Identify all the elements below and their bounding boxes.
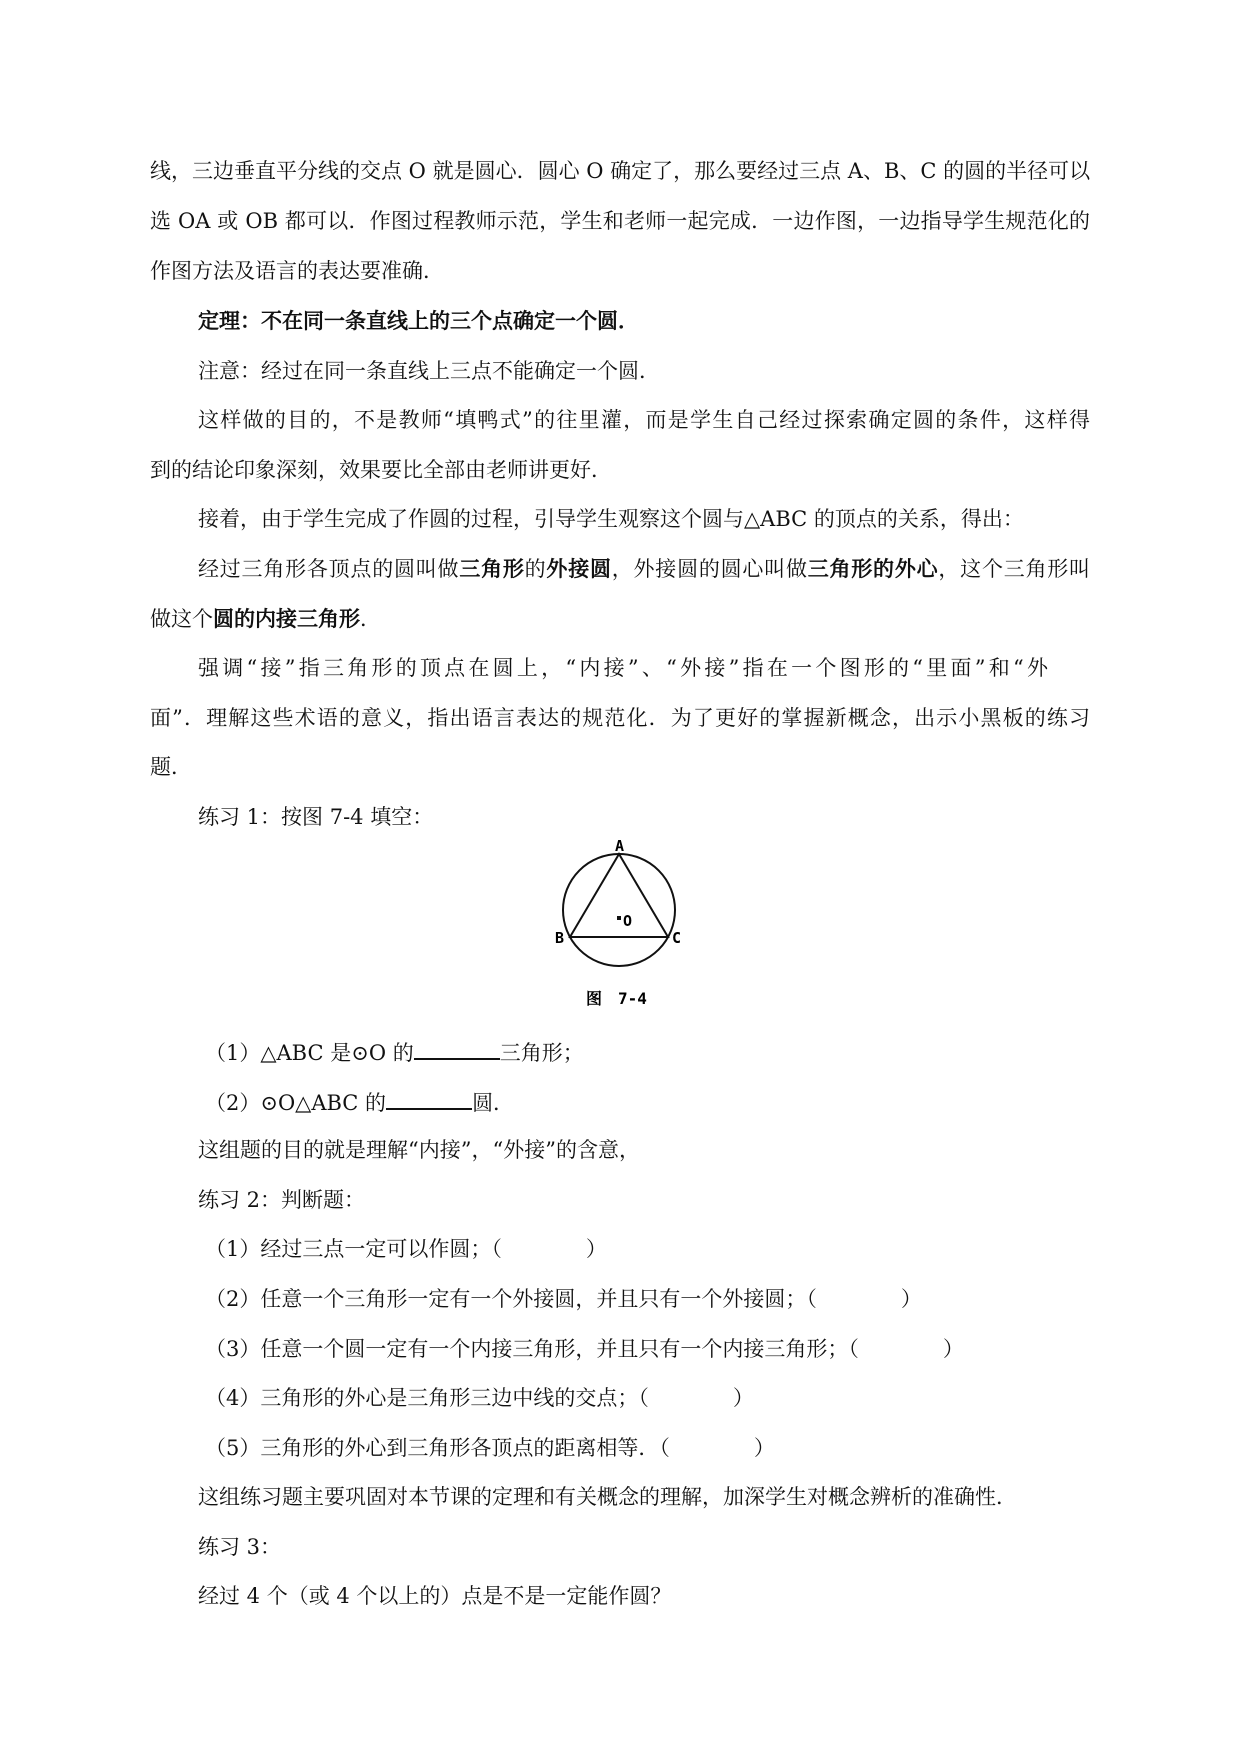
paragraph-line: 接着，由于学生完成了作圆的过程，引导学生观察这个圆与△ABC 的顶点的关系，得出： <box>198 507 1024 531</box>
exercise-2-note: 这组练习题主要巩固对本节课的定理和有关概念的理解，加深学生对概念辨析的准确性． <box>198 1485 1017 1509</box>
paragraph-line: 到的结论印象深刻，效果要比全部由老师讲更好． <box>150 458 612 482</box>
figure-caption: 图 7-4 <box>586 989 647 1008</box>
term-triangle: 三角形 <box>459 556 525 581</box>
term-circumcircle: 外接圆 <box>546 556 612 581</box>
paragraph-line: 选 OA 或 OB 都可以．作图过程教师示范，学生和老师一起完成．一边作图，一边指导学生规范化的 <box>150 209 1090 233</box>
exercise-1-question-1 <box>205 1036 1241 1068</box>
theorem-text: 定理：不在同一条直线上的三个点确定一个圆． <box>198 308 639 333</box>
definition-text: 经过三角形各顶点的圆叫做 <box>198 557 460 581</box>
paragraph-line: 作图方法及语言的表达要准确． <box>150 259 444 283</box>
paragraph-line: 强调“接”指三角形的顶点在圆上，“内接”、“外接”指在一个图形的“里面”和“外 <box>198 656 1048 680</box>
exercise-1-question-2 <box>205 1086 1241 1118</box>
term-circumcenter: 三角形的外心 <box>807 556 939 581</box>
question-text: 三角形； <box>499 1041 584 1065</box>
vertex-label-a: A <box>615 837 625 855</box>
definition-text: 的 <box>524 557 547 581</box>
exercise-2-title: 练习 2：判断题： <box>198 1188 366 1212</box>
definition-line <box>198 554 1090 584</box>
exercise-2-item: （3）任意一个圆一定有一个内接三角形，并且只有一个内接三角形；（ ） <box>205 1337 964 1361</box>
answer-blank[interactable] <box>414 1036 500 1060</box>
exercise-1-note: 这组题的目的就是理解“内接”，“外接”的含意， <box>198 1138 640 1162</box>
vertex-label-b: B <box>555 929 565 947</box>
definition-line <box>150 604 1241 634</box>
exercise-1-title: 练习 1：按图 7-4 填空： <box>198 805 434 829</box>
note-text: 注意：经过在同一条直线上三点不能确定一个圆． <box>198 359 660 383</box>
exercise-2-item: （1）经过三点一定可以作圆；（ ） <box>205 1237 607 1261</box>
definition-text: ，这个三角形叫 <box>938 557 1091 581</box>
vertex-label-c: C <box>672 929 682 947</box>
exercise-2-item: （2）任意一个三角形一定有一个外接圆，并且只有一个外接圆；（ ） <box>205 1287 922 1311</box>
paragraph-line: 面”．理解这些术语的意义，指出语言表达的规范化．为了更好的掌握新概念，出示小黑板的练习 <box>150 706 1090 730</box>
exercise-3-title: 练习 3： <box>198 1535 282 1559</box>
definition-text: ． <box>360 607 381 631</box>
exercise-2-item: （4）三角形的外心是三角形三边中线的交点；（ ） <box>205 1386 754 1410</box>
question-text: 圆． <box>472 1091 515 1115</box>
center-point <box>617 916 621 920</box>
paragraph-line: 线，三边垂直平分线的交点 O 就是圆心．圆心 O 确定了，那么要经过三点 A、B、C 的圆的半径可以 <box>150 159 1091 183</box>
exercise-3-question: 经过 4 个（或 4 个以上的）点是不是一定能作圆？ <box>198 1584 672 1608</box>
circumcircle <box>563 854 675 966</box>
term-inscribed-triangle: 圆的内接三角形 <box>213 606 360 631</box>
center-label-o: O <box>623 912 633 930</box>
paragraph-line: 这样做的目的，不是教师“填鸭式”的往里灌，而是学生自己经过探索确定圆的条件，这样得 <box>198 408 1090 432</box>
paragraph-line: 题． <box>150 755 192 779</box>
definition-text: ，外接圆的圆心叫做 <box>611 557 808 581</box>
question-text: （1）△ABC 是⊙O 的 <box>205 1041 414 1065</box>
exercise-2-item: （5）三角形的外心到三角形各顶点的距离相等．（ ） <box>205 1436 775 1460</box>
answer-blank[interactable] <box>386 1086 472 1110</box>
circle-triangle-figure <box>553 836 693 1016</box>
question-text: （2）⊙O△ABC 的 <box>205 1091 387 1115</box>
definition-text: 做这个 <box>150 607 213 631</box>
